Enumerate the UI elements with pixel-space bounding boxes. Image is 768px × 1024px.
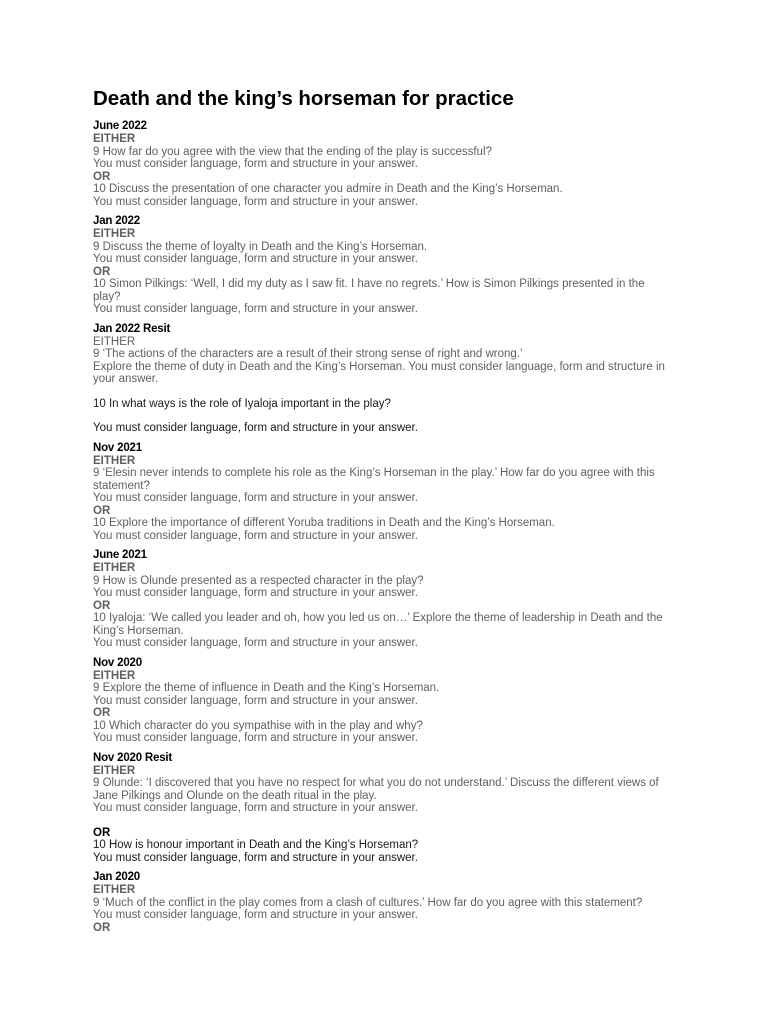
question-10-line: King’s Horseman.: [93, 624, 184, 637]
section-nov-2021: [93, 442, 683, 543]
or-label: OR: [93, 599, 111, 612]
question-10-line: 10 In what ways is the role of Iyaloja important in the play?: [93, 397, 391, 410]
question-9-line: You must consider language, form and structure in your answer.: [93, 492, 418, 504]
or-label: OR: [93, 265, 111, 278]
section-heading: June 2022: [93, 120, 147, 132]
section-jan-2022-resit: [93, 323, 683, 435]
section-nov-2020-resit: [93, 752, 683, 865]
question-10-line: You must consider language, form and structure in your answer.: [93, 637, 418, 649]
or-label: OR: [93, 707, 111, 719]
either-label: EITHER: [93, 669, 136, 682]
question-10-line: 10 Explore the importance of different Yoruba traditions in Death and the King’s Horseman.: [93, 517, 555, 529]
question-9-line: 9 ‘Much of the conflict in the play comes from a clash of cultures.’ How far do you agree with this statement?: [93, 896, 643, 909]
question-10-line: You must consider language, form and structure in your answer.: [93, 529, 418, 542]
question-10-line: You must consider language, form and structure in your answer.: [93, 851, 418, 864]
question-9-line: 9 ‘The actions of the characters are a result of their strong sense of right and wrong.’: [93, 348, 523, 360]
either-label: EITHER: [93, 764, 136, 777]
section-heading: Nov 2020 Resit: [93, 751, 173, 764]
either-label: EITHER: [93, 454, 136, 467]
question-9-line: You must consider language, form and structure in your answer.: [93, 253, 418, 265]
question-9-line: Explore the theme of duty in Death and the King’s Horseman. You must consider language, form and structure in: [93, 360, 665, 373]
question-9-line: You must consider language, form and structure in your answer.: [93, 694, 418, 707]
document-title: Death and the king’s horseman for practice: [93, 87, 514, 110]
question-10-line: 10 Which character do you sympathise with in the play and why?: [93, 719, 423, 732]
question-10-line: You must consider language, form and structure in your answer.: [93, 303, 418, 315]
or-label: OR: [93, 170, 111, 183]
question-9-line: statement?: [93, 479, 150, 492]
either-label: EITHER: [93, 133, 136, 145]
either-label: EITHER: [93, 884, 136, 896]
question-9-line: 9 Explore the theme of influence in Death and the King’s Horseman.: [93, 682, 440, 694]
question-9-line: 9 How is Olunde presented as a respected character in the play?: [93, 574, 424, 587]
question-10-line: play?: [93, 290, 121, 303]
section-jan-2022: [93, 215, 683, 316]
question-10-line: 10 Discuss the presentation of one character you admire in Death and the King’s Horseman.: [93, 183, 563, 195]
question-10-line: 10 Iyaloja: ‘We called you leader and oh, how you led us on…’ Explore the theme of leadership in Death and the: [93, 612, 663, 624]
either-label: EITHER: [93, 335, 136, 348]
question-9-line: 9 Olunde: ‘I discovered that you have no respect for what you do not understand.’ Discuss the different views of: [93, 777, 659, 789]
question-9-line: Jane Pilkings and Olunde on the death ritual in the play.: [93, 789, 377, 802]
section-heading: Jan 2022 Resit: [93, 322, 171, 335]
section-heading: June 2021: [93, 549, 147, 561]
question-10-line: You must consider language, form and structure in your answer.: [93, 195, 418, 208]
either-label: EITHER: [93, 228, 136, 240]
question-10-line: You must consider language, form and structure in your answer.: [93, 422, 418, 434]
question-9-line: You must consider language, form and structure in your answer.: [93, 587, 418, 599]
section-heading: Nov 2021: [93, 441, 142, 454]
question-9-line: 9 Discuss the theme of loyalty in Death and the King’s Horseman.: [93, 240, 428, 253]
document-page: [93, 86, 683, 934]
section-jan-2020: [93, 871, 683, 934]
question-9-line: You must consider language, form and structure in your answer.: [93, 158, 418, 170]
question-10-line: You must consider language, form and structure in your answer.: [93, 732, 418, 744]
or-label: OR: [93, 826, 111, 839]
either-label: EITHER: [93, 562, 136, 574]
question-9-line: You must consider language, form and structure in your answer.: [93, 909, 418, 921]
section-heading: Jan 2020: [93, 871, 140, 883]
question-9-line: your answer.: [93, 373, 159, 385]
section-heading: Nov 2020: [93, 656, 142, 669]
section-june-2022: [93, 120, 683, 208]
question-9-line: 9 How far do you agree with the view that the ending of the play is successful?: [93, 145, 492, 158]
or-label: OR: [93, 921, 111, 934]
section-heading: Jan 2022: [93, 215, 140, 227]
question-9-line: 9 ‘Elesin never intends to complete his role as the King’s Horseman in the play.’ How far do you agree with this: [93, 467, 655, 479]
question-10-line: 10 Simon Pilkings: ‘Well, I did my duty as I saw fit. I have no regrets.’ How is Simon Pilkings presented in the: [93, 278, 645, 290]
section-nov-2020: [93, 657, 683, 745]
or-label: OR: [93, 504, 111, 517]
question-9-line: You must consider language, form and structure in your answer.: [93, 802, 418, 814]
question-10-line: 10 How is honour important in Death and the King’s Horseman?: [93, 839, 419, 851]
section-june-2021: [93, 549, 683, 650]
